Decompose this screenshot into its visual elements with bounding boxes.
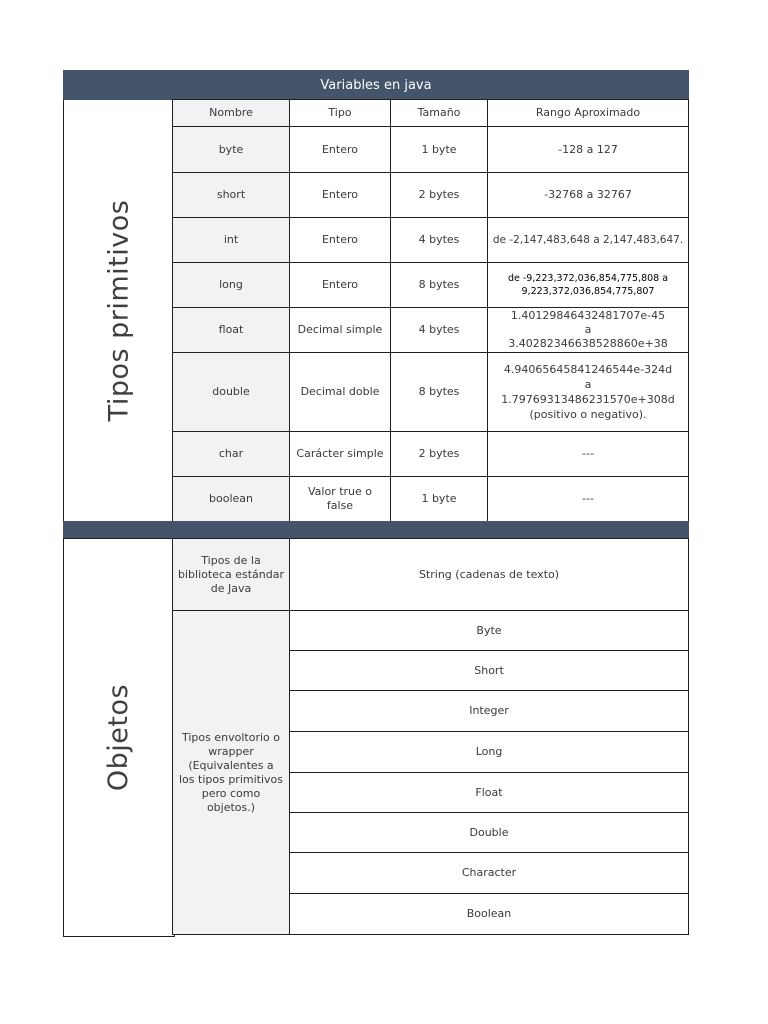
primitive-tipo: Decimal doble [289, 352, 391, 432]
primitive-tipo: Carácter simple [289, 431, 391, 477]
primitive-tamano: 8 bytes [390, 352, 488, 432]
primitive-tamano: 8 bytes [390, 262, 488, 308]
wrapper-item: Boolean [289, 893, 689, 935]
primitive-nombre: long [172, 262, 290, 308]
primitive-tipo: Entero [289, 126, 391, 173]
primitive-nombre: char [172, 431, 290, 477]
primitive-tipo: Decimal simple [289, 307, 391, 353]
variables-table [63, 70, 689, 935]
wrapper-item: Double [289, 812, 689, 853]
header-tamano: Tamaño [390, 99, 488, 127]
primitive-nombre: int [172, 217, 290, 263]
primitive-tipo: Entero [289, 262, 391, 308]
primitive-rango: 4.94065645841246544e-324d a 1.79769313486231570e+308d (positivo o negativo). [487, 352, 689, 432]
primitive-nombre: byte [172, 126, 290, 173]
objects-section-label [63, 538, 175, 937]
primitive-nombre: boolean [172, 476, 290, 522]
primitive-tipo: Entero [289, 217, 391, 263]
wrapper-item: Integer [289, 690, 689, 732]
primitive-tamano: 4 bytes [390, 217, 488, 263]
table-title: Variables en java [63, 70, 689, 100]
primitive-rango: --- [487, 476, 689, 522]
primitive-tipo: Valor true o false [289, 476, 391, 522]
wrapper-item: Byte [289, 610, 689, 651]
primitive-rango: de -9,223,372,036,854,775,808 a 9,223,372,036,854,775,807 [487, 262, 689, 308]
wrapper-item: Long [289, 731, 689, 773]
primitive-tipo: Entero [289, 172, 391, 218]
primitive-tamano: 1 byte [390, 126, 488, 173]
wrapper-item: Short [289, 650, 689, 691]
primitive-rango: de -2,147,483,648 a 2,147,483,647. [487, 217, 689, 263]
primitive-tamano: 2 bytes [390, 431, 488, 477]
standard-library-label: Tipos de la biblioteca estándar de Java [172, 538, 290, 611]
primitive-rango: -128 a 127 [487, 126, 689, 173]
primitives-section-label [63, 100, 175, 522]
primitive-nombre: short [172, 172, 290, 218]
header-rango: Rango Aproximado [487, 99, 689, 127]
primitive-rango: --- [487, 431, 689, 477]
primitive-tamano: 2 bytes [390, 172, 488, 218]
primitive-tamano: 1 byte [390, 476, 488, 522]
primitive-nombre: double [172, 352, 290, 432]
header-nombre: Nombre [172, 99, 290, 127]
primitives-label: Tipos primitivos [103, 199, 135, 422]
primitive-rango: -32768 a 32767 [487, 172, 689, 218]
primitive-tamano: 4 bytes [390, 307, 488, 353]
wrappers-label: Tipos envoltorio o wrapper (Equivalentes a los tipos primitivos pero como objetos.) [172, 610, 290, 935]
wrapper-item: Float [289, 772, 689, 813]
primitive-nombre: float [172, 307, 290, 353]
wrapper-item: Character [289, 852, 689, 894]
header-tipo: Tipo [289, 99, 391, 127]
primitive-rango: 1.40129846432481707e-45 a 3.40282346638528860e+38 [487, 307, 689, 353]
objects-label: Objetos [103, 683, 135, 792]
section-separator [63, 521, 689, 539]
standard-library-value: String (cadenas de texto) [289, 538, 689, 611]
